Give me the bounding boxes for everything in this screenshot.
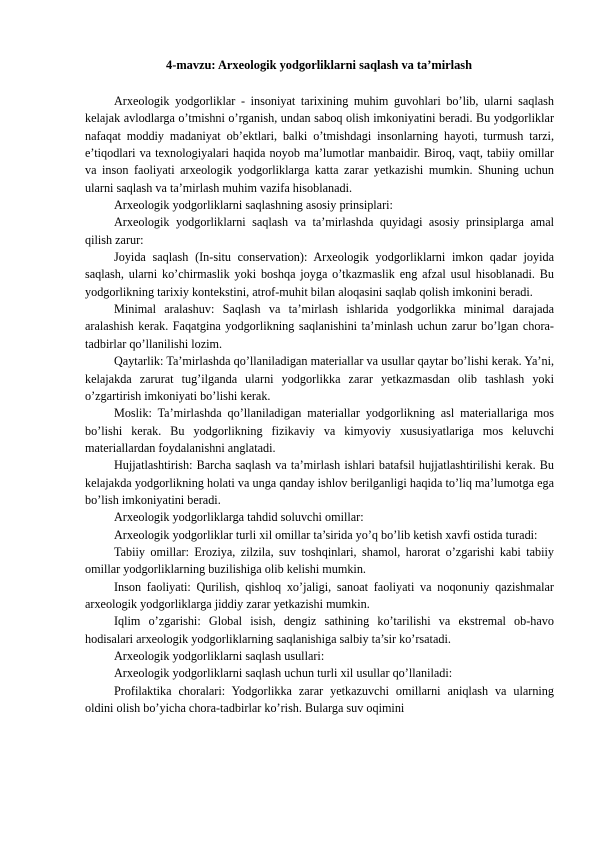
paragraph-natural-factors: Tabiiy omillar: Eroziya, zilzila, suv toshqinlari, shamol, harorat o’zgarishi kabi tabiiy omillar yodgorliklarning buzilishiga olib kelishi mumkin. xyxy=(85,544,554,577)
paragraph-minimal-intervention: Minimal aralashuv: Saqlash va ta’mirlash ishlarida yodgorlikka minimal darajada aralashish kerak. Faqatgina yodgorlikning saqlanishini ta’minlash uchun zarur bo’lgan chora-tadbirlar qo’llanilishi lozim. xyxy=(85,302,554,351)
paragraph-intro: Arxeologik yodgorliklar - insoniyat tarixining muhim guvohlari bo’lib, ularni saqlash kelajak avlodlarga o’tmishni o’rganish, undan saboq olish imkoniyatini beradi. Bu yodgorliklar nafaqat moddiy madaniyat ob’ektlari, balki o’tmishdagi insonlarning hayoti, turmush tarzi, e’tiqodlari va texnologiyalari haqida noyob ma’lumotlar manbaidir. Biroq, vaqt, tabiiy omillar va inson faoliyati arxeologik yodgorliklarga katta zarar yetkazishi mumkin. Shuning uchun ularni saqlash va ta’mirlash muhim vazifa hisoblanadi. xyxy=(85,94,554,195)
paragraph-prevention: Profilaktika choralari: Yodgorlikka zarar yetkazuvchi omillarni aniqlash va ularning oldini olish bo’yicha chora-tadbirlar ko’rish. Bularga suv oqimini xyxy=(85,683,554,716)
paragraph-human-activity: Inson faoliyati: Qurilish, qishloq xo’jaligi, sanoat faoliyati va noqonuniy qazishmalar arxeologik yodgorliklarga jiddiy zarar yetkazishi mumkin. xyxy=(85,579,554,611)
paragraph-in-situ: Joyida saqlash (In-situ conservation): Arxeologik yodgorliklarni imkon qadar joyida saqlash, ularni ko’chirmaslik yoki boshqa joyga o’tkazmaslik eng afzal usul hisoblanadi. Bu yodgorlikning tarixiy kontekstini, atrof-muhit bilan aloqasini saqlab qolish imkonini beradi. xyxy=(85,250,554,299)
paragraph-threats-heading: Arxeologik yodgorliklarga tahdid soluvchi omillar: xyxy=(114,510,364,525)
paragraph-principles-heading: Arxeologik yodgorliklarni saqlashning asosiy prinsiplari: xyxy=(114,198,393,213)
paragraph-threats-intro: Arxeologik yodgorliklar turli xil omillar ta’sirida yo’q bo’lib ketish xavfi ostida turadi: xyxy=(114,527,538,542)
paragraph-climate-change: Iqlim o’zgarishi: Global isish, dengiz sathining ko’tarilishi va ekstremal ob-havo hodisalari arxeologik yodgorliklarning saqlanishiga salbiy ta’sir ko’rsatadi. xyxy=(85,614,554,646)
paragraph-principles-intro: Arxeologik yodgorliklarni saqlash va ta’mirlashda quyidagi asosiy prinsiplarga amal qilish zarur: xyxy=(85,215,554,247)
paragraph-compatibility: Moslik: Ta’mirlashda qo’llaniladigan materiallar yodgorlikning asl materiallariga mos bo’lishi kerak. Bu yodgorlikning fizikaviy va kimyoviy xususiyatlariga mos keluvchi materiallardan foydalanishni anglatadi. xyxy=(85,406,554,455)
document-title: 4-mavzu: Arxeologik yodgorliklarni saqlash va ta’mirlash xyxy=(166,58,472,72)
paragraph-documentation: Hujjatlashtirish: Barcha saqlash va ta’mirlash ishlari batafsil hujjatlashtirilishi kerak. Bu kelajakda yodgorlikning holati va unga qanday ishlov berilganligi haqida to’liq ma’lumotga ega bo’lish imkoniyatini beradi. xyxy=(85,458,554,507)
document-body xyxy=(85,93,554,717)
paragraph-methods-intro: Arxeologik yodgorliklarni saqlash uchun turli xil usullar qo’llaniladi: xyxy=(114,666,453,681)
paragraph-reversibility: Qaytarlik: Ta’mirlashda qo’llaniladigan materiallar va usullar qaytar bo’lishi kerak. Ya’ni, kelajakda zarurat tug’ilganda ularni yodgorlikka zarar yetkazmasdan olib tashlash yoki o’zgartirish imkoniyati bo’lishi kerak. xyxy=(85,354,554,403)
paragraph-methods-heading: Arxeologik yodgorliklarni saqlash usullari: xyxy=(114,649,325,663)
